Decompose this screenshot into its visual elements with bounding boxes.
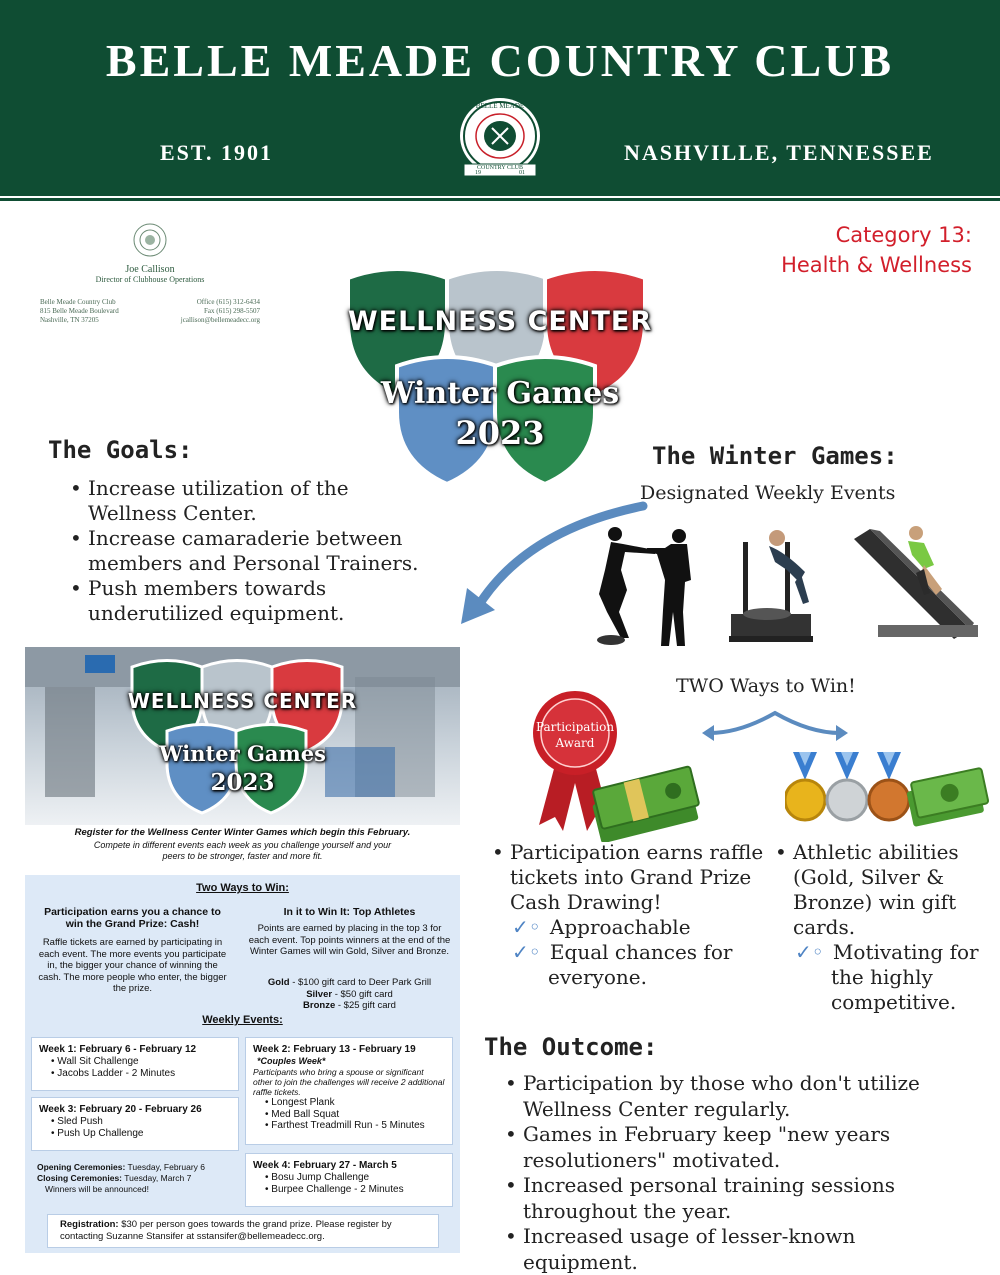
- event-text: Wall Sit Challenge: [57, 1056, 139, 1067]
- flyer-athletes-body: Points are earned by placing in the top 3 for each event. Top points winners at the end of the Winter Games will win Gold, Silver and Bronze.: [248, 923, 451, 957]
- club-seal-icon: [452, 94, 548, 182]
- seal-year-right: 01: [519, 170, 525, 176]
- goals-list: [70, 476, 430, 626]
- seal-bottom-text: COUNTRY CLUB: [477, 165, 523, 171]
- event-text: Med Ball Squat: [271, 1108, 340, 1120]
- list-item: • Push members towards underutilized equipment.: [70, 576, 430, 626]
- list-item: • Participation earns raffle tickets into Grand Prize Cash Drawing!: [492, 840, 767, 915]
- week-title: Week 1: February 6 - February 12: [39, 1044, 197, 1055]
- week-event: • Push Up Challenge: [51, 1128, 144, 1139]
- established-year: EST. 1901: [160, 140, 273, 165]
- logo-year: 2023: [455, 414, 545, 452]
- registration-label: Registration:: [60, 1219, 119, 1230]
- registration-text: $30 per person goes towards the grand prize. Please register by contacting Suzanne Stansifer at sstansifer@bellemeadecc.org.: [60, 1219, 392, 1242]
- prize-bronze: [247, 1000, 452, 1012]
- opening-ceremonies: [37, 1162, 242, 1173]
- event-text: Bosu Jump Challenge: [271, 1172, 370, 1183]
- contact-line: jcallison@bellemeadecc.org: [180, 316, 260, 324]
- checkmark-icon: ✓◦: [512, 915, 541, 939]
- people-silhouette-icon: [585, 520, 705, 650]
- category-name: Health & Wellness: [781, 253, 972, 277]
- flyer-logo-subtitle: Winter Games: [159, 741, 326, 766]
- closing-label: Closing Ceremonies:: [37, 1173, 123, 1183]
- prize-text: - $100 gift card to Deer Park Grill: [289, 977, 432, 988]
- address-line: 815 Belle Meade Boulevard: [40, 307, 119, 315]
- list-item: • Participation by those who don't utilize Wellness Center regularly.: [505, 1071, 975, 1122]
- seal-year-left: 19: [475, 170, 481, 176]
- letterhead-name: Joe Callison: [125, 264, 175, 275]
- opening-value: Tuesday, February 6: [125, 1162, 206, 1172]
- closing-ceremonies: [37, 1173, 242, 1184]
- letterhead-address: [40, 298, 119, 325]
- flyer-prizes: [247, 977, 452, 1012]
- letterhead-contact: [181, 298, 260, 325]
- checkmark-icon: ✓◦: [512, 940, 541, 964]
- flyer-weekly-heading: Weekly Events:: [202, 1014, 283, 1026]
- flyer-participation-heading: Participation earns you a chance to win the Grand Prize: Cash!: [44, 906, 221, 930]
- prize-gold: [247, 977, 452, 989]
- week4-box: [245, 1153, 453, 1207]
- list-item: • Increased usage of lesser-known equipment.: [505, 1224, 975, 1275]
- checkmark-icon: ✓◦: [795, 940, 824, 964]
- event-text: Farthest Treadmill Run - 5 Minutes: [271, 1120, 425, 1131]
- ribbon-text-2: Award: [555, 736, 595, 750]
- sub-list-item: [775, 940, 985, 1015]
- list-item: • Athletic abilities (Gold, Silver & Bronze) win gift cards.: [775, 840, 985, 940]
- list-item: • Games in February keep "new years resolutioners" motivated.: [505, 1122, 975, 1173]
- stair-climber-icon: [850, 515, 980, 645]
- two-ways-label: TWO Ways to Win!: [676, 675, 856, 697]
- event-text: Sled Push: [57, 1116, 103, 1127]
- category-number: Category 13:: [835, 223, 972, 247]
- list-item: • Increased personal training sessions throughout the year.: [505, 1173, 975, 1224]
- athletic-list: [775, 840, 985, 1015]
- flyer-two-ways-heading: Two Ways to Win:: [196, 882, 289, 894]
- week-event: • Sled Push: [51, 1116, 103, 1127]
- split-arrow-icon: [700, 705, 850, 745]
- couples-week-note: Participants who bring a spouse or significant other to join the challenges will receive 2 additional raffle tickets.: [253, 1067, 445, 1097]
- address-line: Belle Meade Country Club: [40, 298, 116, 306]
- closing-value: Tuesday, March 7: [122, 1173, 192, 1183]
- flyer-logo-year: 2023: [210, 769, 275, 796]
- list-item: • Increase camaraderie between members and Personal Trainers.: [70, 526, 430, 576]
- outcome-heading: The Outcome:: [484, 1033, 658, 1061]
- event-text: Burpee Challenge - 2 Minutes: [271, 1184, 404, 1195]
- week-event: • Burpee Challenge - 2 Minutes: [265, 1184, 404, 1195]
- participation-list: [492, 840, 767, 990]
- prize-text: - $25 gift card: [335, 1000, 396, 1011]
- closing-note: Winners will be announced!: [45, 1184, 149, 1194]
- category-label: [781, 220, 972, 280]
- event-text: Jacobs Ladder - 2 Minutes: [57, 1068, 176, 1079]
- prize-text: - $50 gift card: [332, 988, 393, 1000]
- club-location: NASHVILLE, TENNESSEE: [624, 140, 934, 165]
- week2-box: [245, 1037, 453, 1145]
- letterhead: [40, 222, 260, 325]
- letterhead-seal-icon: [40, 222, 260, 258]
- event-text: Longest Plank: [271, 1097, 335, 1108]
- cash-stack-icon: [585, 762, 705, 842]
- week1-box: [31, 1037, 239, 1091]
- prize-medal: Gold: [267, 977, 290, 988]
- registration-box: [47, 1214, 439, 1248]
- letterhead-title: Director of Clubhouse Operations: [95, 275, 205, 284]
- week-event: • Jacobs Ladder - 2 Minutes: [51, 1068, 176, 1079]
- event-text: Push Up Challenge: [57, 1128, 144, 1139]
- list-item: • Increase utilization of the Wellness Center.: [70, 476, 430, 526]
- outcome-list: [505, 1071, 975, 1275]
- week-title: Week 4: February 27 - March 5: [253, 1160, 397, 1171]
- goals-heading: The Goals:: [48, 436, 193, 464]
- seal-top-text: BELLE MEADE: [475, 102, 525, 110]
- sub-item-text: Approachable: [549, 915, 691, 939]
- flyer-athletes-heading: In it to Win It: Top Athletes: [283, 906, 416, 918]
- sub-list-item: [492, 915, 767, 940]
- event-flyer: [25, 647, 460, 1253]
- week-event: • Bosu Jump Challenge: [265, 1172, 370, 1183]
- sub-item-text: Equal chances for everyone.: [548, 940, 733, 989]
- contact-line: Office (615) 312-6434: [196, 298, 260, 306]
- medal-icon: [785, 750, 990, 830]
- week3-box: [31, 1097, 239, 1151]
- address-line: Nashville, TN 37205: [40, 316, 99, 324]
- winter-games-subheading: Designated Weekly Events: [640, 482, 896, 504]
- flyer-intro-detail: Compete in different events each week as you challenge yourself and your peers to be stronger, faster and more fit.: [93, 840, 392, 861]
- sub-item-text: Motivating for the highly competitive.: [831, 940, 979, 1014]
- week-event: • Med Ball Squat: [265, 1108, 340, 1120]
- flyer-intro: Register for the Wellness Center Winter Games which begin this February.: [74, 827, 411, 838]
- winter-games-heading: The Winter Games:: [652, 442, 898, 470]
- couples-week-label: *Couples Week*: [257, 1055, 326, 1066]
- club-title: BELLE MEADE COUNTRY CLUB: [105, 35, 895, 86]
- week-title: Week 2: February 13 - February 19: [253, 1044, 416, 1055]
- prize-medal: Bronze: [303, 1000, 336, 1011]
- week-title: Week 3: February 20 - February 26: [39, 1104, 202, 1115]
- contact-line: Fax (615) 298-5507: [204, 307, 260, 315]
- sub-list-item: [492, 940, 767, 990]
- logo-title: WELLNESS CENTER: [347, 306, 653, 337]
- prize-medal: Silver: [306, 988, 333, 1000]
- week-event: • Farthest Treadmill Run - 5 Minutes: [265, 1120, 425, 1131]
- week-event: • Longest Plank: [265, 1097, 335, 1108]
- header-divider: [0, 198, 1000, 201]
- opening-label: Opening Ceremonies:: [37, 1162, 126, 1172]
- logo-subtitle: Winter Games: [380, 376, 620, 411]
- prize-silver: [247, 989, 452, 1001]
- sled-push-icon: [725, 522, 825, 652]
- flyer-logo-title: WELLNESS CENTER: [127, 689, 358, 713]
- ribbon-text-1: Participation: [535, 720, 615, 734]
- flyer-participation-body: Raffle tickets are earned by participating in each event. The more events you participate in, the bigger your chance of winning the cash. The more people who enter, the bigger the prize.: [38, 937, 227, 994]
- week-event: • Wall Sit Challenge: [51, 1056, 139, 1067]
- ceremonies: [37, 1162, 242, 1195]
